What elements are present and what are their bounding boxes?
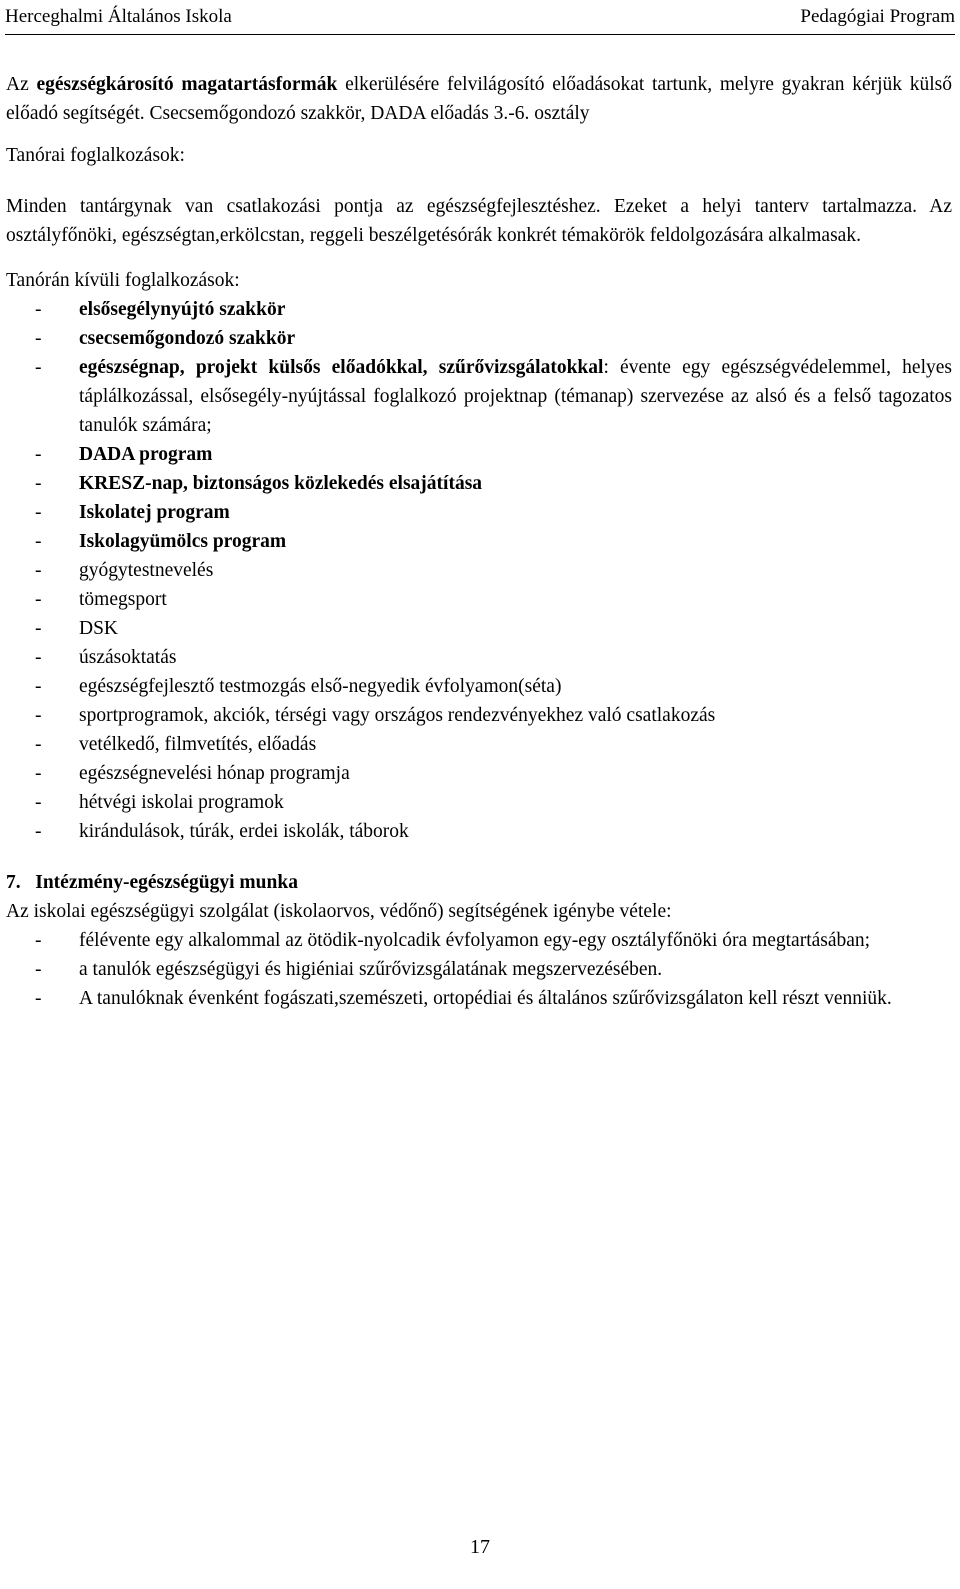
section-7-list bbox=[6, 926, 952, 1013]
list-item-text: A tanulóknak évenként fogászati,szemészeti, ortopédiai és általános szűrővizsgálaton kell részt venniük. bbox=[79, 988, 892, 1009]
list-item bbox=[6, 984, 952, 1013]
list-item bbox=[6, 672, 952, 701]
list-item-text: KRESZ-nap, biztonságos közlekedés elsajátítása bbox=[79, 473, 483, 494]
list-item bbox=[6, 788, 952, 817]
list-item-text: Iskolagyümölcs program bbox=[79, 531, 287, 552]
page-number: 17 bbox=[470, 1536, 490, 1558]
intro-lead: Az bbox=[6, 74, 29, 95]
list-item bbox=[6, 643, 952, 672]
list-item-text: gyógytestnevelés bbox=[79, 560, 214, 581]
page-header bbox=[5, 0, 955, 35]
tanorai-title: Tanórai foglalkozások: bbox=[6, 145, 185, 166]
list-item bbox=[6, 469, 952, 498]
list-item bbox=[6, 759, 952, 788]
list-item bbox=[6, 701, 952, 730]
list-item bbox=[6, 440, 952, 469]
list-item-text: a tanulók egészségügyi és higiéniai szűrővizsgálatának megszervezésében. bbox=[79, 959, 663, 980]
list-item-text: egészségnevelési hónap programja bbox=[79, 763, 350, 784]
list-item-text: DSK bbox=[79, 618, 119, 639]
list-item bbox=[6, 614, 952, 643]
list-item bbox=[6, 556, 952, 585]
tanoran-kivul-list bbox=[6, 295, 952, 846]
list-item-text: vetélkedő, filmvetítés, előadás bbox=[79, 734, 317, 755]
list-item-text: : évente egy egészségvédelemmel, helyes táplálkozással, elsősegély-nyújtással foglalkozó projektnap (témanap) szervezése az alsó és a felső tagozatos tanulók számára; bbox=[79, 357, 952, 436]
list-item-text: Iskolatej program bbox=[79, 502, 230, 523]
list-item bbox=[6, 527, 952, 556]
list-item bbox=[6, 295, 952, 324]
intro-bold-term: egészségkárosító magatartásformák bbox=[36, 74, 338, 95]
intro-rest: elkerülésére felvilágosító előadásokat tartunk, melyre gyakran kérjük külső előadó segítségét. Csecsemőgondozó szakkör, DADA előadás 3.-6. osztály bbox=[6, 74, 953, 124]
page-footer bbox=[0, 1536, 960, 1559]
list-item-text: tömegsport bbox=[79, 589, 167, 610]
list-item-text: úszásoktatás bbox=[79, 647, 177, 668]
tanorai-paragraph: Minden tantárgynak van csatlakozási pontja az egészségfejlesztéshez. Ezeket a helyi tanterv tartalmazza. Az osztályfőnöki, egészségtan,erkölcstan, reggeli beszélgetésórák konkrét témakörök feldolgozására alkalmasak. bbox=[6, 196, 952, 246]
list-item-text: egészségfejlesztő testmozgás első-negyedik évfolyamon(séta) bbox=[79, 676, 562, 697]
list-item bbox=[6, 585, 952, 614]
list-item bbox=[6, 926, 952, 955]
section-7-title: 7. Intézmény-egészségügyi munka bbox=[6, 872, 298, 893]
tanoran-kivul-title: Tanórán kívüli foglalkozások: bbox=[6, 270, 240, 291]
intro-paragraph bbox=[6, 70, 952, 128]
list-item-text: csecsemőgondozó szakkör bbox=[79, 328, 296, 349]
list-item bbox=[6, 955, 952, 984]
list-item-text: elsősegélynyújtó szakkör bbox=[79, 299, 286, 320]
list-item-text: kirándulások, túrák, erdei iskolák, táborok bbox=[79, 821, 409, 842]
list-item bbox=[6, 817, 952, 846]
list-item bbox=[6, 353, 952, 440]
section-7-intro: Az iskolai egészségügyi szolgálat (iskolaorvos, védőnő) segítségének igénybe vétele: bbox=[6, 901, 672, 922]
list-item-text: DADA program bbox=[79, 444, 213, 465]
section-7-heading bbox=[6, 868, 952, 897]
page-body bbox=[6, 70, 952, 1013]
header-school-name: Herceghalmi Általános Iskola bbox=[5, 6, 232, 27]
header-document-title: Pedagógiai Program bbox=[800, 6, 955, 27]
list-item-text-bold: egészségnap, projekt külsős előadókkal, szűrővizsgálatokkal bbox=[79, 357, 604, 378]
list-item-text: félévente egy alkalommal az ötödik-nyolcadik évfolyamon egy-egy osztályfőnöki óra megtartásában; bbox=[79, 930, 871, 951]
list-item bbox=[6, 730, 952, 759]
list-item bbox=[6, 324, 952, 353]
list-item-text: hétvégi iskolai programok bbox=[79, 792, 284, 813]
list-item bbox=[6, 498, 952, 527]
list-item-text: sportprogramok, akciók, térségi vagy országos rendezvényekhez való csatlakozás bbox=[79, 705, 716, 726]
